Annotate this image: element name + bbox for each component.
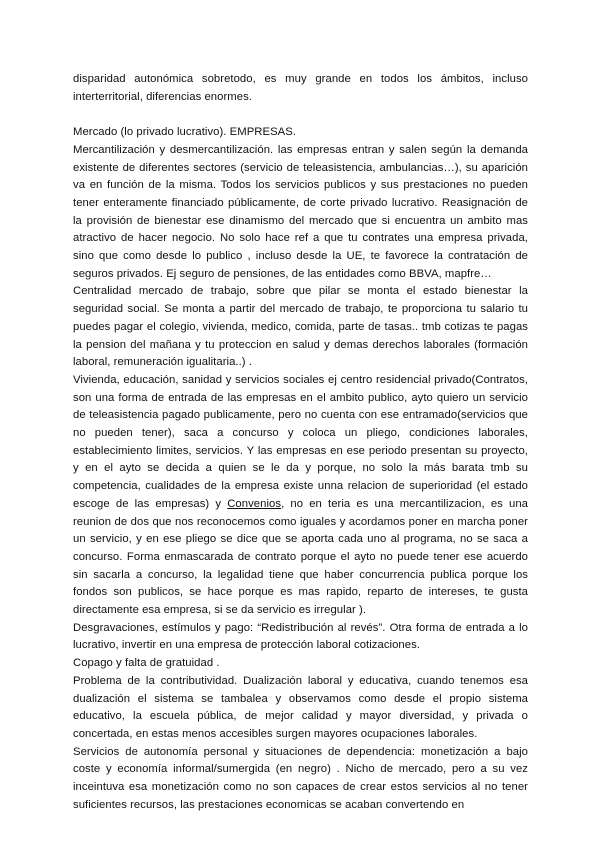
paragraph-autonomy-services: Servicios de autonomía personal y situaciones de dependencia: monetización a bajo coste y economía informal/sumergida (en negro) . Nicho de mercado, pero a su vez inceintuva esa monetización como no son capaces de crear estos servicios al no tener suficientes recursos, las prestaciones economicas se acaban convertendo en (73, 745, 528, 811)
paragraph-mercantilization: Mercantilización y desmercantilización. las empresas entran y salen según la demanda existente de diferentes sectores (servicio de teleasistencia, ambulancias…), su aparición va en función de la misma. Todos los servicios publicos y sus prestaciones no pueden tener enteramente financiado públicamente, de corte privado lucrativo. Reasignación de la provisión de bienestar ese dinamismo del mercado que si encuentra un ambito mas atractivo de hacer negocio. No solo hace ref a que tu contrates una empresa privada, sino que como desde lo publico , incluso desde la UE, te favorece la contratación de seguros privados. Ej seguro de pensiones, de las entidades como BBVA, mapfre… (73, 143, 528, 280)
underlined-term-convenios: Convenios (227, 497, 282, 510)
paragraph-autonomic-disparity: disparidad autonómica sobretodo, es muy grande en todos los ámbitos, incluso interterritorial, diferencias enormes. (73, 73, 528, 103)
paragraph-housing-education (73, 372, 528, 620)
section-heading-market: Mercado (lo privado lucrativo). EMPRESAS. (73, 126, 297, 139)
paragraph-text: , no en teria es una mercantilizacion, es una reunion de dos que nos reconocemos como iguales y acordamos poner en marcha poner un servicio, y en ese pliego se dice que se aporta cada uno al programa, no se saca a concurso. Forma enmascarada de contrato porque el ayto no puede tener ese acuerdo sin sacarla a concurso, la legalidad tiene que haber concurrencia publica porque los fondos son publicos, se hace porque es mas rapido, reparto de intereses, te gusta directamente esa empresa, si se da servicio es irregular ). (73, 497, 528, 617)
paragraph-text: Vivienda, educación, sanidad y servicios sociales ej centro residencial privado(Contratos, son una forma de entrada de las empresas en el ambito publico, ayto quiero un servicio de teleasistencia pagado publicamente, pero no cuenta con ese entramado(servicios que no pueden tener), saca a concurso y coloca un pliego, condiciones laborales, establecimiento limites, servicios. Y las empresas en ese periodo presentan su proyecto, y en el ayto se decida a quien se le da y porque, no solo la más barata tmb su competencia, cualidades de la empresa existe unna relacion de superioridad (el estado escoge de las empresas) y (73, 373, 528, 510)
blank-line (73, 106, 528, 124)
paragraph-labor-market: Centralidad mercado de trabajo, sobre que pilar se monta el estado bienestar la seguridad social. Se monta a partir del mercado de trabajo, te proporciona tu salario tu puedes pagar el colegio, vivienda, medico, comida, parte de tasas.. tmb cotizas te pagas la pension del mañana y tu proteccion en salud y demas derechos laborales (formación laboral, remuneración igualitaria..) . (73, 285, 528, 369)
paragraph-contributivity: Problema de la contributividad. Dualización laboral y educativa, cuando tenemos esa dualización el sistema se tambalea y observamos como desde el propio sistema educativo, la escuela pública, de mejor calidad y mayor diversidad, y privada o concertada, en estas menos accesibles surgen mayores ocupaciones laborales. (73, 674, 528, 740)
paragraph-copayment: Copago y falta de gratuidad . (73, 657, 220, 670)
paragraph-tax-relief: Desgravaciones, estímulos y pago: “Redistribución al revés”. Otra forma de entrada a lo lucrativo, invertir en una empresa de protección laboral cotizaciones. (73, 621, 528, 652)
